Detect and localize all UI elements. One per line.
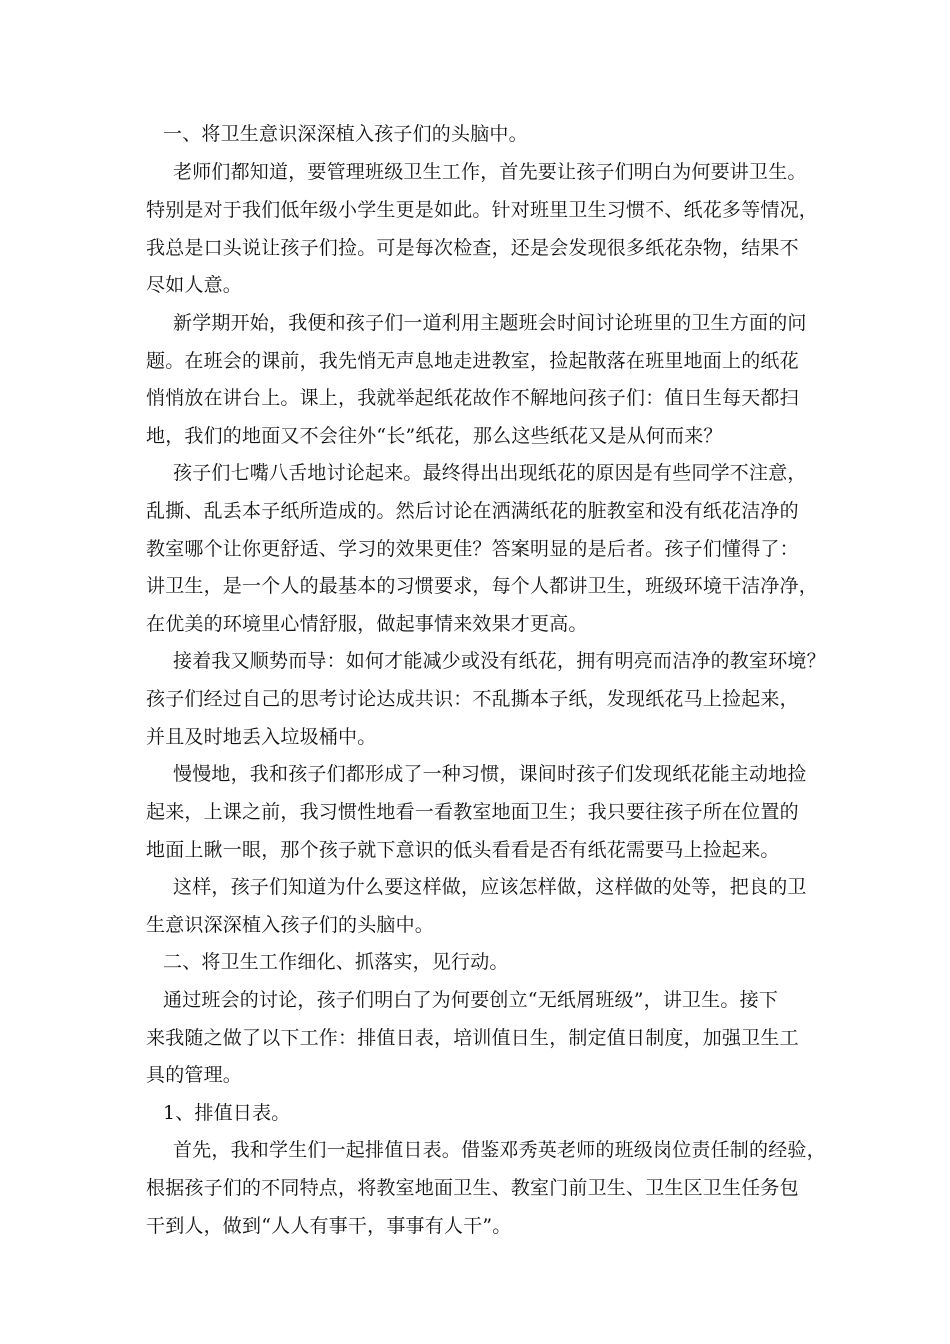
text-line: 我总是口头说让孩子们捡。可是每次检查，还是会发现很多纸花杂物，结果不 — [146, 237, 799, 259]
text-line: 起来，上课之前，我习惯性地看一看教室地面卫生；我只要往孩子所在位置的 — [146, 801, 799, 823]
text-line: 地面上瞅一眼，那个孩子就下意识的低头看看是否有纸花需要马上捡起来。 — [146, 839, 780, 861]
text-line: 题。在班会的课前，我先悄无声息地走进教室，捡起散落在班里地面上的纸花 — [146, 350, 799, 372]
text-line: 这样，孩子们知道为什么要这样做，应该怎样做，这样做的处等，把良的卫 — [173, 876, 807, 898]
text-line: 在优美的环境里心情舒服，做起事情来效果才更高。 — [146, 613, 588, 635]
text-line: 慢慢地，我和孩子们都形成了一种习惯，课间时孩子们发现纸花能主动地捡 — [173, 763, 807, 785]
text-line: 孩子们经过自己的思考讨论达成共识：不乱撕本子纸，发现纸花马上捡起来， — [146, 688, 799, 710]
text-line: 悄悄放在讲台上。课上，我就举起纸花故作不解地问孩子们：值日生每天都扫 — [146, 387, 799, 409]
subsection-heading: 1、排值日表。 — [163, 1102, 291, 1124]
text-line: 首先，我和学生们一起排值日表。借鉴邓秀英老师的班级岗位责任制的经验， — [173, 1139, 826, 1161]
text-line: 接着我又顺势而导：如何才能减少或没有纸花，拥有明亮而洁净的教室环境？ — [173, 650, 826, 672]
text-line: 干到人，做到“人人有事干，事事有人干”。 — [146, 1215, 512, 1237]
text-line: 讲卫生，是一个人的最基本的习惯要求，每个人都讲卫生，班级环境干洁净净， — [146, 575, 819, 597]
text-line: 特别是对于我们低年级小学生更是如此。针对班里卫生习惯不、纸花多等情况， — [146, 199, 819, 221]
text-line: 通过班会的讨论，孩子们明白了为何要创立“无纸屑班级”，讲卫生。接下 — [163, 989, 779, 1011]
text-line: 尽如人意。 — [146, 274, 243, 296]
text-line: 乱撕、乱丢本子纸所造成的。然后讨论在洒满纸花的脏教室和没有纸花洁净的 — [146, 500, 799, 522]
text-line: 来我随之做了以下工作：排值日表，培训值日生，制定值日制度，加强卫生工 — [146, 1027, 799, 1049]
text-line: 新学期开始，我便和孩子们一道利用主题班会时间讨论班里的卫生方面的问 — [173, 312, 807, 334]
section-heading-2: 二、将卫生工作细化、抓落实，见行动。 — [163, 951, 509, 973]
text-line: 孩子们七嘴八舌地讨论起来。最终得出出现纸花的原因是有些同学不注意， — [173, 462, 807, 484]
text-line: 老师们都知道，要管理班级卫生工作，首先要让孩子们明白为何要讲卫生。 — [173, 161, 807, 183]
text-line: 具的管理。 — [146, 1064, 243, 1086]
text-line: 根据孩子们的不同特点，将教室地面卫生、教室门前卫生、卫生区卫生任务包 — [146, 1177, 799, 1199]
text-line: 地，我们的地面又不会往外“长”纸花，那么这些纸花又是从何而来？ — [146, 425, 723, 447]
section-heading-1: 一、将卫生意识深深植入孩子们的头脑中。 — [163, 123, 528, 145]
text-line: 教室哪个让你更舒适、学习的效果更佳？答案明显的是后者。孩子们懂得了： — [146, 538, 799, 560]
text-line: 并且及时地丢入垃圾桶中。 — [146, 726, 377, 748]
text-line: 生意识深深植入孩子们的头脑中。 — [146, 914, 435, 936]
